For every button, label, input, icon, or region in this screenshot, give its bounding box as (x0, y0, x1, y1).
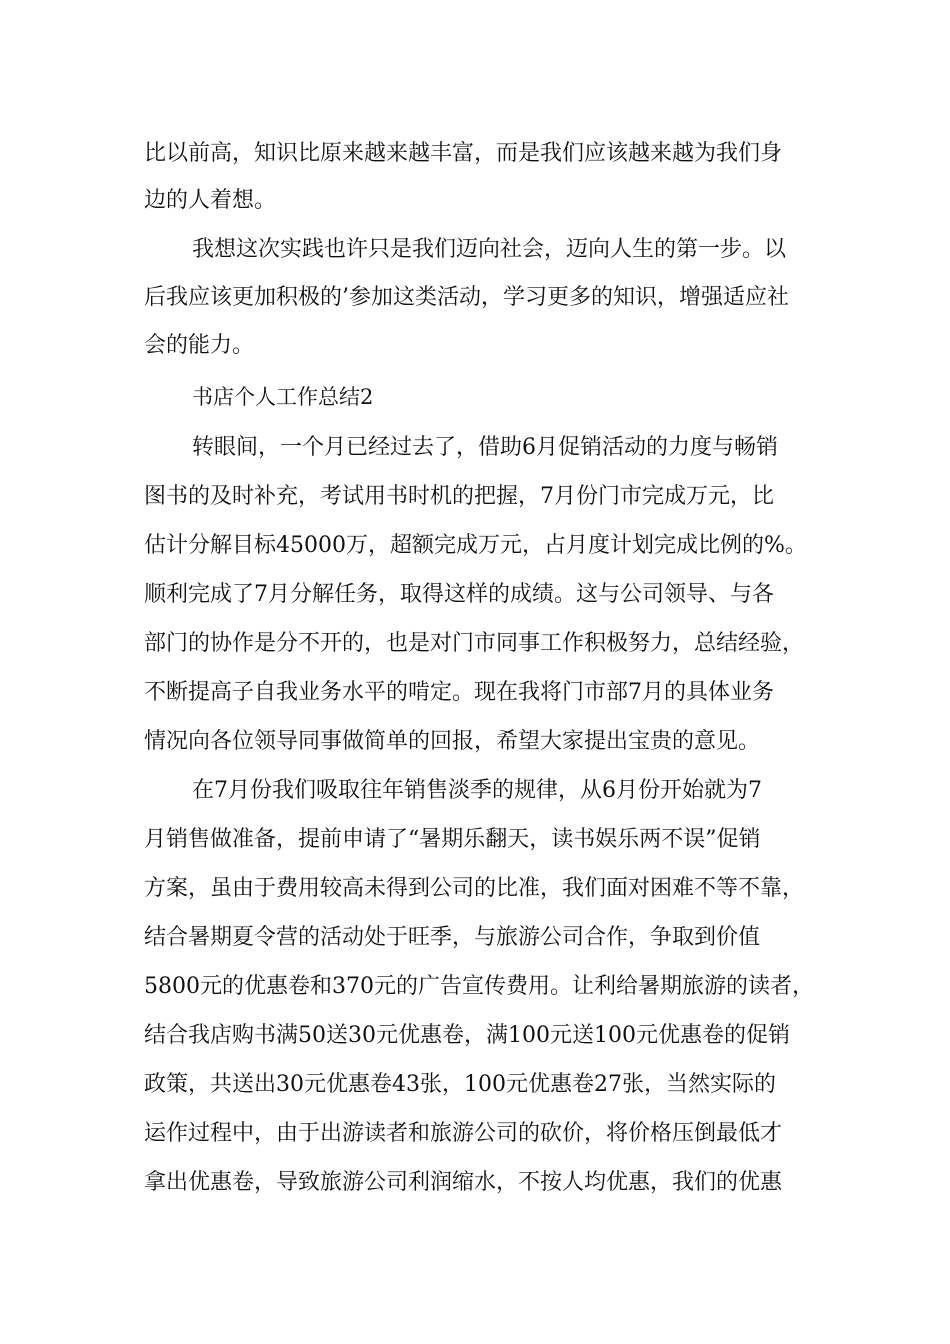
text-line: 估计分解目标45000万，超额完成万元，占月度计划完成比例的%。 (144, 533, 807, 558)
text-line: 后我应该更加积极的’参加这类活动，学习更多的知识，增强适应社 (144, 285, 789, 310)
text-line: 运作过程中，由于出游读者和旅游公司的砍价，将价格压倒最低才 (144, 1121, 783, 1146)
text-line: 结合我店购书满50送30元优惠卷，满100元送100元优惠卷的促销 (144, 1023, 790, 1048)
text-line: 顺利完成了7月分解任务，取得这样的成绩。这与公司领导、与各 (144, 582, 774, 607)
text-line: 不断提高子自我业务水平的啃定。现在我将门市部7月的具体业务 (144, 680, 774, 705)
text-line: 政策，共送出30元优惠卷43张，100元优惠卷27张，当然实际的 (144, 1072, 776, 1097)
text-line: 5800元的优惠卷和370元的广告宣传费用。让利给暑期旅游的读者， (144, 974, 814, 999)
text-line: 部门的协作是分不开的，也是对门市同事工作积极努力，总结经验， (144, 631, 805, 656)
text-line: 我想这次实践也许只是我们迈向社会，迈向人生的第一步。以 (192, 237, 787, 262)
text-line: 在7月份我们吸取往年销售淡季的规律，从6月份开始就为7 (192, 778, 762, 803)
text-line: 月销售做准备，提前申请了“暑期乐翻天，读书娱乐两不误”促销 (144, 827, 761, 852)
text-line: 方案，虽由于费用较高未得到公司的比准，我们面对困难不等不靠， (144, 876, 805, 901)
text-line: 边的人着想。 (144, 188, 277, 213)
text-line: 结合暑期夏令营的活动处于旺季，与旅游公司合作，争取到价值 (144, 925, 761, 950)
text-line: 图书的及时补充，考试用书时机的把握，7月份门市完成万元，比 (144, 484, 774, 509)
text-line: 转眼间，一个月已经过去了，借助6月促销活动的力度与畅销 (192, 435, 778, 460)
section-heading: 书店个人工作总结2 (192, 385, 374, 409)
text-line: 情况向各位领导同事做简单的回报，希望大家提出宝贵的意见。 (144, 729, 761, 754)
text-line: 拿出优惠卷，导致旅游公司利润缩水，不按人均优惠，我们的优惠 (144, 1170, 783, 1195)
text-line: 会的能力。 (144, 333, 255, 358)
text-line: 比以前高，知识比原来越来越丰富，而是我们应该越来越为我们身 (144, 141, 783, 166)
